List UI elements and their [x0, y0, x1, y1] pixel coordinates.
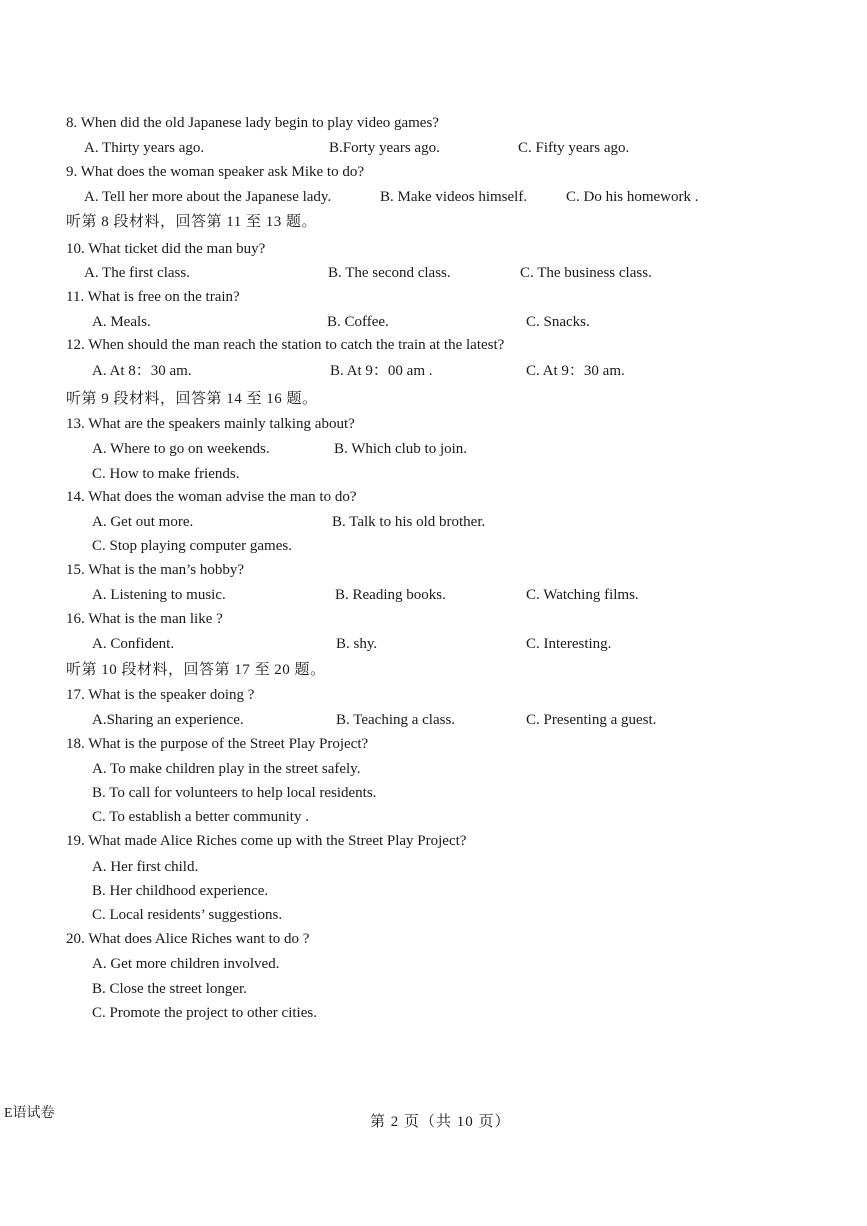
question-9: 9. What does the woman speaker ask Mike to do? — [66, 164, 364, 180]
question-19: 19. What made Alice Riches come up with the Street Play Project? — [66, 833, 467, 849]
q13-option-a: A. Where to go on weekends. — [92, 441, 270, 457]
q9-option-c: C. Do his homework . — [566, 189, 699, 205]
section-heading-10: 听第 10 段材料，回答第 17 至 20 题。 — [66, 662, 326, 678]
question-10: 10. What ticket did the man buy? — [66, 241, 266, 257]
q13-option-c: C. How to make friends. — [92, 466, 240, 482]
q9-option-a: A. Tell her more about the Japanese lady. — [84, 189, 332, 205]
question-13: 13. What are the speakers mainly talking about? — [66, 416, 355, 432]
q15-option-a: A. Listening to music. — [92, 587, 226, 603]
question-8: 8. When did the old Japanese lady begin to play video games? — [66, 115, 439, 131]
q20-option-b: B. Close the street longer. — [92, 981, 247, 997]
question-11: 11. What is free on the train? — [66, 289, 240, 305]
question-16: 16. What is the man like ? — [66, 611, 223, 627]
question-17: 17. What is the speaker doing ? — [66, 687, 255, 703]
section-heading-8: 听第 8 段材料，回答第 11 至 13 题。 — [66, 214, 317, 230]
question-14: 14. What does the woman advise the man to do? — [66, 489, 357, 505]
q15-option-c: C. Watching films. — [526, 587, 639, 603]
q20-option-a: A. Get more children involved. — [92, 956, 280, 972]
question-20: 20. What does Alice Riches want to do ? — [66, 931, 310, 947]
q19-option-a: A. Her first child. — [92, 859, 199, 875]
q12-option-a: A. At 8：30 am. — [92, 363, 192, 379]
q13-option-b: B. Which club to join. — [334, 441, 468, 457]
q8-option-a: A. Thirty years ago. — [84, 140, 205, 156]
q10-option-c: C. The business class. — [520, 265, 652, 281]
q9-option-b: B. Make videos himself. — [380, 189, 528, 205]
q16-option-b: B. shy. — [336, 636, 378, 652]
question-18: 18. What is the purpose of the Street Play Project? — [66, 736, 369, 752]
question-15: 15. What is the man’s hobby? — [66, 562, 245, 578]
q12-option-c: C. At 9：30 am. — [526, 363, 625, 379]
q11-option-a: A. Meals. — [92, 314, 151, 330]
q17-option-c: C. Presenting a guest. — [526, 712, 657, 728]
q12-option-b: B. At 9：00 am . — [330, 363, 433, 379]
q19-option-b: B. Her childhood experience. — [92, 883, 269, 899]
q17-option-b: B. Teaching a class. — [336, 712, 456, 728]
q19-option-c: C. Local residents’ suggestions. — [92, 907, 283, 923]
q18-option-a: A. To make children play in the street safely. — [92, 761, 361, 777]
section-heading-9: 听第 9 段材料，回答第 14 至 16 题。 — [66, 391, 318, 407]
footer-exam-label: E语试卷 — [4, 1106, 55, 1121]
q17-option-a: A.Sharing an experience. — [92, 712, 244, 728]
footer-page-number: 第 2 页（共 10 页） — [370, 1114, 511, 1130]
q8-option-c: C. Fifty years ago. — [518, 140, 630, 156]
q18-option-c: C. To establish a better community . — [92, 809, 309, 825]
q10-option-b: B. The second class. — [328, 265, 451, 281]
q15-option-b: B. Reading books. — [335, 587, 446, 603]
q14-option-a: A. Get out more. — [92, 514, 194, 530]
question-12: 12. When should the man reach the station to catch the train at the latest? — [66, 337, 505, 353]
q14-option-b: B. Talk to his old brother. — [332, 514, 486, 530]
q14-option-c: C. Stop playing computer games. — [92, 538, 292, 554]
q11-option-c: C. Snacks. — [526, 314, 590, 330]
q16-option-a: A. Confident. — [92, 636, 175, 652]
q11-option-b: B. Coffee. — [327, 314, 389, 330]
q20-option-c: C. Promote the project to other cities. — [92, 1005, 317, 1021]
q10-option-a: A. The first class. — [84, 265, 190, 281]
q8-option-b: B.Forty years ago. — [329, 140, 440, 156]
q18-option-b: B. To call for volunteers to help local residents. — [92, 785, 377, 801]
q16-option-c: C. Interesting. — [526, 636, 612, 652]
